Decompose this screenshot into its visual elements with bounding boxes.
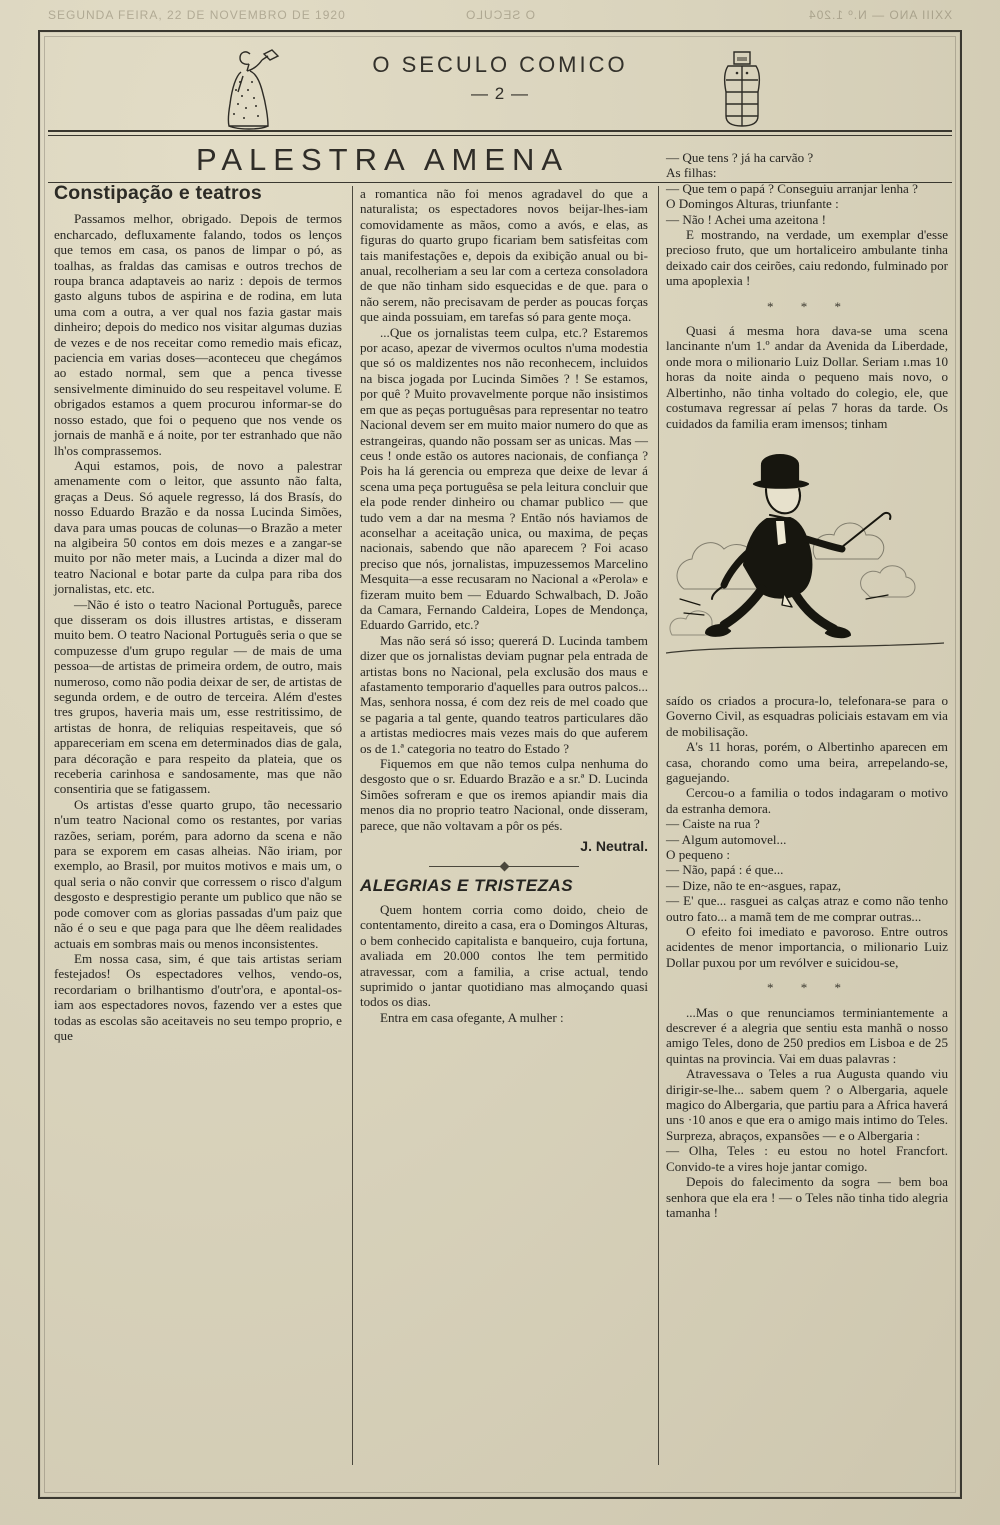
page-title: O SECULO COMICO [372,52,628,77]
bleed-left: SEGUNDA FEIRA, 22 DE NOVEMBRO DE 1920 [48,8,346,22]
article-columns [50,150,950,1491]
paragraph: Aqui estamos, pois, de novo a palestrar amenamente com o leitor, que assunto não falta, graças a Deus. Só aquele regresso, lá dos Brasís, do nosso Eduardo Brazão e da nossa Lucinda Simões, dava para umas poucas de colunas—o Brazão a meter na algibeira 50 contos em dois mezes e a zangar-se muito por não meter mais, a Lucinda a dizer mal do teatro Nacional e botar parte da culpa para riba dos jornalistas, etc. etc. [54,457,342,597]
paragraph: Em nossa casa, sim, é que tais artistas seriam festejados! Os espectadores velhos, vendo-os, recordariam o brilhantismo d'outr'ora, e apontal-os-iam aos espectadores novos, fazendo ver a estes que todas as escolas são aceitaveis no seu tempo proprio, e que [54,950,342,1043]
paragraph: Depois do falecimento da sogra — bem boa senhora que ela era ! — o Teles não tinha tido alegria tamanha ! [666,1174,948,1220]
running-man-with-cane-cartoon [666,439,944,687]
paragraph: Fiquemos em que não temos culpa nenhuma do desgosto que o sr. Eduardo Brazão e a sr.ª D. Lucinda Simões sofreram e que os iremos apiandir mais dia menos dia no proprio teatro Nacional, onde disseram, parece, que não voltavam a pôr os pés. [360,756,648,833]
star-separator-2: * * * [767,980,853,996]
paragraph: Os artistas d'esse quarto grupo, tão necessario n'um teatro Nacional como os restantes, por varias razões, seriam, porém, para adorno da scena e não para se exporem em casas alheias. Não iriam, por exemplo, ao Brasil, por muitos motivos e mais um, o qual seria o não convir que corressem o risco d'algum desgosto e desprestigio perante um publico que não se pode comover com as glorias passadas d'um paiz que não é o seu e que paga para que lhe dêem realidades actuais em sombras mais ou menos inconsistentes. [54,796,342,951]
paragraph: Quasi á mesma hora dava-se uma scena lancinante n'um 1.º andar da Avenida da Liberdade, onde mora o milionario Luiz Dollar. Seriam ı.mas 10 horas da noite ainda o pequeno mais novo, o Albertinho, não tinha voltado do colegio, ele, que costumava regressar aí pelas 7 horas da tarde. Os cuidados da familia eram imensos; tinham [666,323,948,431]
paragraph: Atravessava o Teles a rua Augusta quando viu dirigir-se-lhe... sabem quem ? o Albergaria, aquele magico do Albergaria, que partiu para a Africa haverá uns ·10 anos e que era o amigo mais intimo do Teles. Surpreza, abraços, expansões — e o Albergaria : [666,1066,948,1143]
star-separator: * * * [767,298,853,314]
paragraph: Entra em casa ofegante, A mulher : [380,1009,564,1025]
column-3 [666,150,948,1491]
dialogue-line: — Não, papá : é que... [666,862,784,878]
column-2 [360,186,648,1491]
article-heading: Constipação e teatros [54,182,262,204]
dialogue-line: As filhas: [666,165,717,181]
woman-with-basket-icon [198,46,318,132]
paragraph: — Não ! Achei uma azeitona ! [666,211,826,227]
dialogue-line: — Dize, não te en~asgues, rapaz, [666,877,842,893]
masthead-rule [48,130,952,132]
dialogue-line: — Olha, Teles : eu estou no hotel Francfort. Convido-te a vires hoje jantar comigo. [666,1143,948,1174]
section-title: PALESTRA AMENA [196,142,570,177]
paragraph: O pequeno : [666,846,730,862]
masthead [48,40,952,126]
dialogue-line: — Que tem o papá ? Conseguiu arranjar lenha ? [666,180,918,196]
paragraph: E mostrando, na verdade, um exemplar d'esse precioso fruto, que um hortaliceiro ambulante tinha deixado cair dos ceirões, caiu redondo, fulminado por uma apoplexia ! [666,227,948,289]
paragraph: O efeito foi imediato e pavoroso. Entre outros acidentes de menor importancia, o milionario Luiz Dollar puxou por um revólver e suicidou-se, [666,924,948,970]
bleed-center: O SECULO [464,8,536,22]
cork-bottle-figure-icon [682,46,802,132]
paragraph: saído os criados a procura-lo, telefonara-se para o Governo Civil, as esquadras policiais estavam em via de mobilisação. [666,692,948,739]
dialogue-line: — Que tens ? já ha carvão ? [666,150,814,165]
section-divider [429,863,579,870]
article-signature: J. Neutral. [580,838,648,855]
paragraph: Passamos melhor, obrigado. Depois de termos encharcado, defluxamente falando, todos os lenços que temos em casa, os panos de limpar o pó, as toalhas, as fraldas das camisas e outros trechos de roupa branca adaptaveis ao nariz : depois de termos gasto alguns tubos de aspirina e de rodina, em luta uma com a outra, a ver qual nos fazia gastar mais dinheiro; depois do medico nos visitar algumas duzias de vezes e de nos receitar como remedio mais eficaz, paciencia em varias doses—aconteceu que chegámos ao estado normal, sem que a penca tivesse sensivelmente diminuido do seu respeitavel volume. E obrigados estamos a quem procurou informar-se do nosso estado, que foi o pequeno que nos vende os jornais de manhã e á noite, por ter estranhado que não lh'os comprassemos. [54,211,342,458]
masthead-rule-2 [48,135,952,136]
bleed-through-text [0,4,1000,30]
paragraph: O Domingos Alturas, triunfante : [666,196,839,212]
paragraph: A's 11 horas, porém, o Albertinho aparecen em casa, chorando como uma beira, arrepelando-se, gaguejando. [666,739,948,785]
page-number: — 2 — [471,84,529,103]
dialogue-line: — Caiste na rua ? [666,816,760,832]
paragraph: Cercou-o a familia o todos indagaram o motivo da estranha demora. [666,785,948,816]
paragraph: Mas não será só isso; quererá D. Lucinda tambem dizer que os jornalistas deviam pugnar pela entrada de artistas bons no Nacional, pela exclusão dos maus e afastamento temporario d'aquelles para outros palcos... Mas, senhora nossa, é com dez reis de mel coado que se pagaria a tal gente, quando teatros particulares dão a artistas mediocres mais vezes mais do que auferem os de 1.ª categoria no teatro do Estado ? [360,632,648,756]
paragraph: ...Que os jornalistas teem culpa, etc.? Estaremos por acaso, apezar de vivermos ocultos n'uma modestia que só os maldizentes nos não reconhecem, incluidos na bisca jogada por Lucinda Simões ? ! Se estamos, por quê ? Muito provavelmente porque não insistimos em que as peças portuguêsas para representar no teatro Nacional devem ser em muito maior numero do que as estrangeiras, quando não possam ser as unicas. Mas — ceus ! onde estão os autores nacionais, de confiança ? Pois ha lá gerencia ou empreza que deixe de levar á scena uma peça portuguêsa se pela leitura concluir que ela pode render dinheiro ou chamar publico — que tudo vem a dar na mesma ? Então nós haviamos de aconselhar a aceitação unica, ou maxima, de peças nacionais, sabendo que não aparecem ? Foi acaso preciso que nós, jornalistas, impuzessemos Marcelino Mesquita—a esse recusaram no Nacional a «Perola» e fizeram muito bem — Eduardo Schwalbach, D. João da Camara, Fernando Caldeira, Lopes de Mendonça, Eduardo Garrido, etc.? [360,324,648,633]
paragraph: —Não é isto o teatro Nacional Portuguễs, parece que disseram os dois illustres artistas, e disseram muito bem. O teatro Nacional Português seria o que se compuzesse d'um grupo regular — de mais de uma pessoa—de artistas de primeira ordem, de outro, mais numeroso, como não podia deixar de ser, de artistas de segunda ordem, e de outro de terceira. Além d'estes tres grupos, haveria mais um, esse restritissimo, de artistas de honra, de reliquias respeitaveis, que só appareceriam em scena em determinados dias de gala, para décoração e para respeito da plateia, que os receberia carinhosa e sandosamente, mas que não consentiria que se fatigassem. [54,596,342,797]
column-1 [54,182,342,1491]
paragraph: Quem hontem corria como doido, cheio de contentamento, direito a casa, era o Domingos Alturas, o bem conhecido capitalista e banqueiro, cuja fortuna, avaliada em 20.000 contos lhe tem permitido atravessar, com a familia, a crise actual, tendo suprimido o jantar quotidiano mas almoçando quasi todos os dias. [360,901,648,1010]
subsection-title: ALEGRIAS E TRISTEZAS [360,876,574,896]
paragraph: ...Mas o que renunciamos terminiantemente a descrever é a alegria que sentiu esta manhã o nosso amigo Teles, dono de 250 predios em Lisboa e de 25 quintas na provincia. Vai em duas palavras : [666,1004,948,1066]
dialogue-line: — E' que... rasguei as calças atraz e como não tenho outro fato... a mamã tem de me comprar outras... [666,893,948,924]
dialogue-line: — Algum automovel... [666,831,787,847]
paragraph: a romantica não foi menos agradavel do que a naturalista; os espectadores novos beijar-lhes-iam comovidamente as mãos, como a avós, e elas, as figuras do quarto grupo ficariam bem satisfeitas com tais manifestações e, depois da exibição anual ou bi-anual, recolheriam a seu lar com a certeza consoladora de que não tinham sido esquecidas e de que. para o não serem, não precisavam de perder as poucas forças que ainda possuiam, em tarefas só para gente moça. [360,186,648,325]
bleed-right: XXIII ANO — N.º 1.204 [807,8,952,22]
